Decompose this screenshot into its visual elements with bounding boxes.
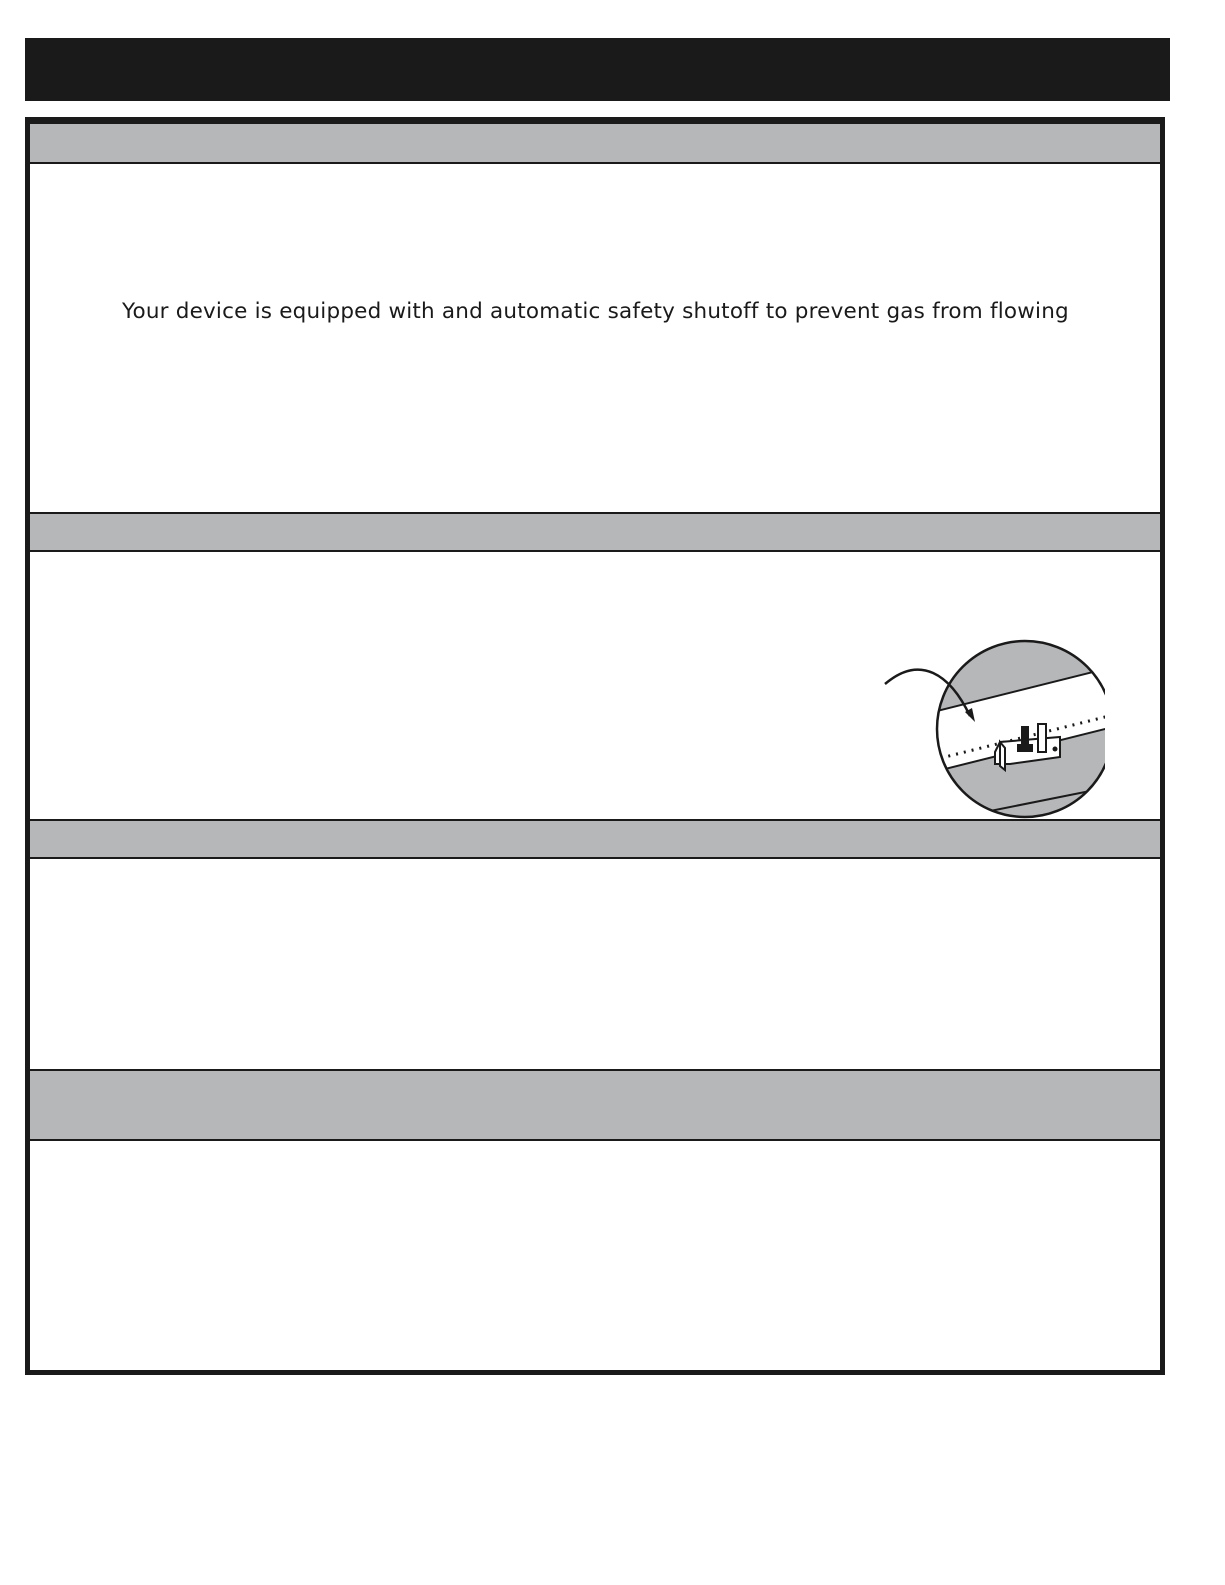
section-2-body (30, 552, 1160, 819)
section-3-header (30, 819, 1160, 859)
header-bar (25, 38, 1170, 101)
section-3-body (30, 859, 1160, 1069)
section-2-header (30, 512, 1160, 552)
section-4-header (30, 1069, 1160, 1141)
burner-igniter-detail-illustration (845, 634, 1105, 824)
content-frame (25, 117, 1165, 1375)
safety-shutoff-text: Your device is equipped with and automatic safety shutoff to prevent gas from flowing (122, 299, 1069, 324)
section-4-body (30, 1141, 1160, 1370)
section-1-header (30, 122, 1160, 164)
section-1-body (30, 164, 1160, 514)
